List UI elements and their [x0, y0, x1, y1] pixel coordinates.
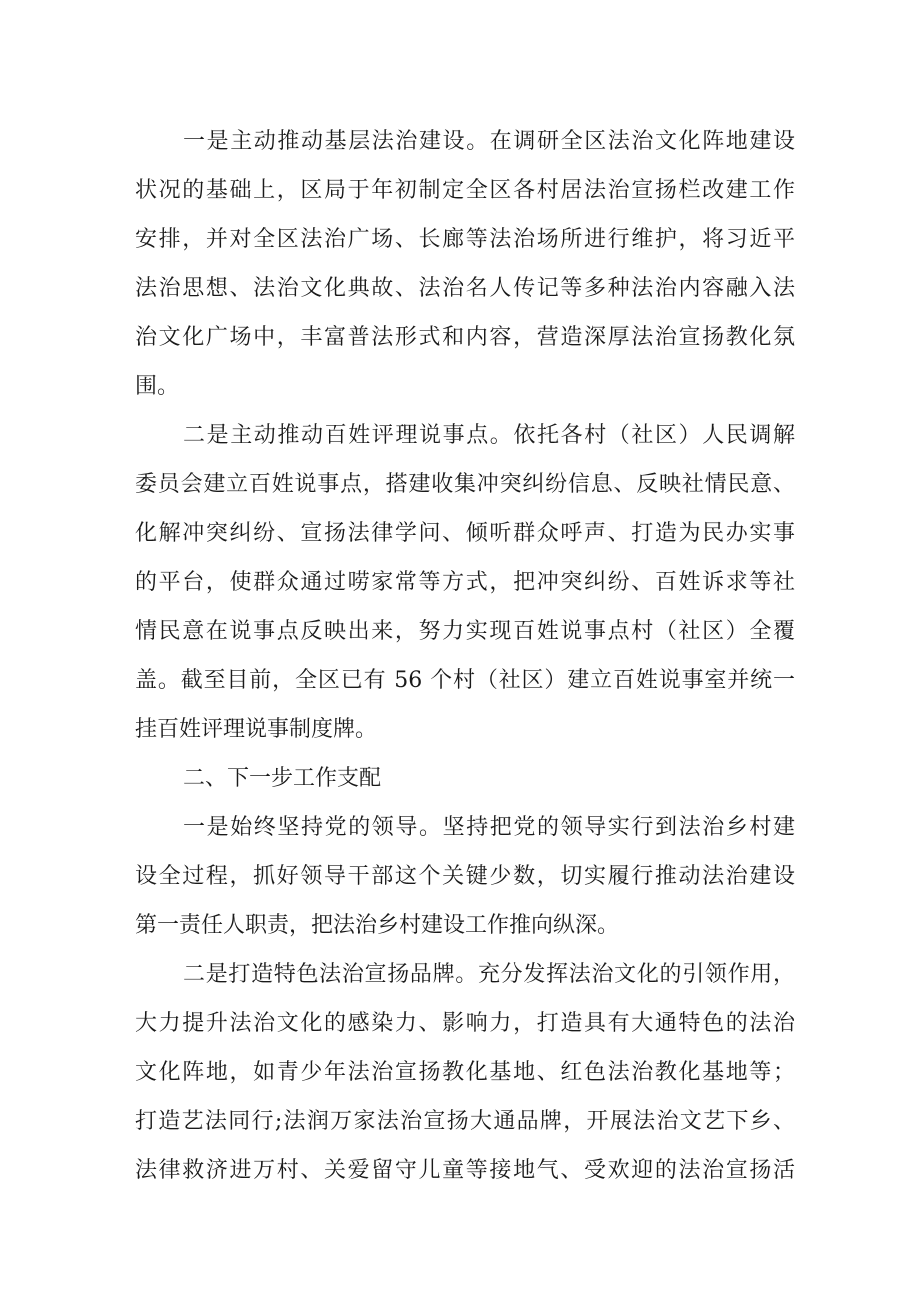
- text-line: 治文化广场中，丰富普法形式和内容，营造深厚法治宣扬教化氛: [135, 325, 795, 350]
- document-body: [135, 117, 795, 1195]
- text-line: 挂百姓评理说事制度牌。: [135, 717, 378, 742]
- text-line: 化解冲突纠纷、宣扬法律学问、倾听群众呼声、打造为民办实事: [135, 521, 795, 546]
- text-line: 设全过程，抓好领导干部这个关键少数，切实履行推动法治建设: [135, 864, 795, 889]
- text-line: 情民意在说事点反映出来，努力实现百姓说事点村（社区）全覆: [135, 619, 795, 644]
- text-line: 法治思想、法治文化典故、法治名人传记等多种法治内容融入法: [135, 276, 795, 301]
- paragraph-2: [135, 411, 795, 754]
- text-line: 文化阵地，如青少年法治宣扬教化基地、红色法治教化基地等；: [135, 1060, 795, 1085]
- text-line: 第一责任人职责，把法治乡村建设工作推向纵深。: [135, 913, 620, 938]
- text-line: 二是主动推动百姓评理说事点。依托各村（社区）人民调解: [183, 423, 795, 448]
- text-line: 委员会建立百姓说事点，搭建收集冲突纠纷信息、反映社情民意、: [135, 472, 795, 497]
- section-heading: [135, 754, 795, 803]
- text-line: 法律救济进万村、关爱留守儿童等接地气、受欢迎的法治宣扬活: [135, 1158, 795, 1183]
- text-line: 盖。截至目前，全区已有 56 个村（社区）建立百姓说事室并统一: [135, 668, 795, 693]
- heading-text: 二、下一步工作支配: [183, 766, 382, 791]
- paragraph-3: [135, 803, 795, 950]
- text-line: 大力提升法治文化的感染力、影响力，打造具有大通特色的法治: [135, 1011, 795, 1036]
- text-line: 一是主动推动基层法治建设。在调研全区法治文化阵地建设: [183, 129, 795, 154]
- text-line: 的平台，使群众通过唠家常等方式，把冲突纠纷、百姓诉求等社: [135, 570, 795, 595]
- text-line: 围。: [135, 374, 180, 399]
- text-line: 状况的基础上，区局于年初制定全区各村居法治宣扬栏改建工作: [135, 178, 795, 203]
- text-line: 打造艺法同行;法润万家法治宣扬大通品牌，开展法治文艺下乡、: [135, 1109, 795, 1134]
- paragraph-4: [135, 950, 795, 1195]
- text-line: 二是打造特色法治宣扬品牌。充分发挥法治文化的引领作用，: [183, 962, 795, 987]
- paragraph-1: [135, 117, 795, 411]
- text-line: 安排，并对全区法治广场、长廊等法治场所进行维护，将习近平: [135, 227, 795, 252]
- text-line: 一是始终坚持党的领导。坚持把党的领导实行到法治乡村建: [183, 815, 795, 840]
